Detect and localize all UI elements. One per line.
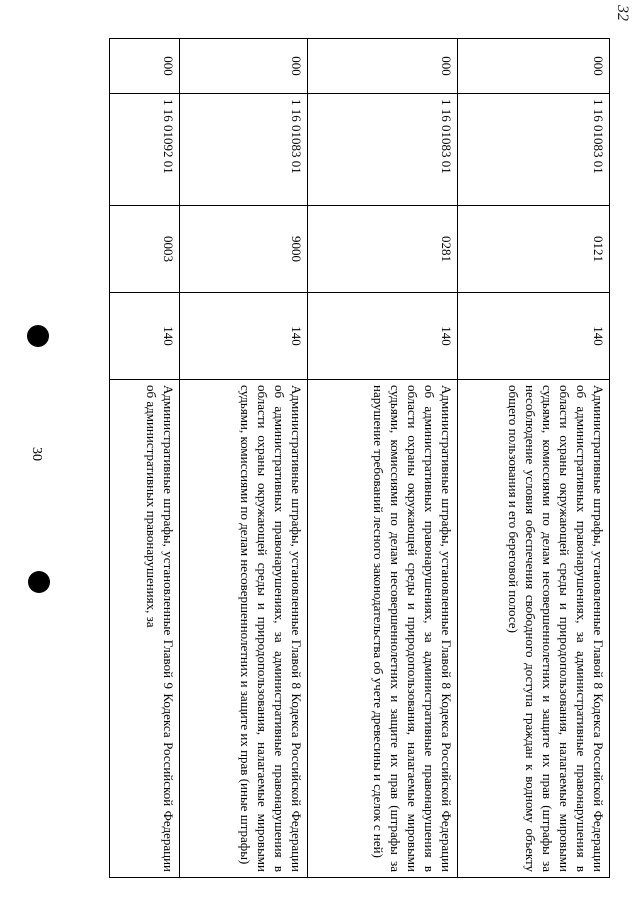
kbk-cell: 1 16 01083 01: [308, 94, 458, 206]
subcode-cell: 0003: [110, 206, 180, 293]
group-cell: 140: [110, 293, 180, 380]
admin-code-cell: 000: [458, 39, 610, 94]
corner-mark: 32: [614, 5, 631, 21]
subcode-cell: 9000: [180, 206, 308, 293]
kbk-cell: 1 16 01092 01: [110, 94, 180, 206]
punch-hole-bottom: [28, 571, 50, 593]
description-cell: Административные штрафы, установленные Главой 8 Кодекса Российской Федерации об административных правонарушениях, за административные правонарушения в области охраны окружающей среды и природопользования, налагаемые мировыми судьями, комиссиями по делам несовершеннолетних и защите их прав (штрафы за несоблюдение условия обеспечения свободного доступа граждан к водному объекту общего пользования и его береговой полосе): [458, 380, 610, 878]
group-cell: 140: [180, 293, 308, 380]
admin-code-cell: 000: [308, 39, 458, 94]
table-row: [458, 39, 610, 878]
description-cell: Административные штрафы, установленные Главой 8 Кодекса Российской Федерации об административных правонарушениях, за административные правонарушения в области охраны окружающей среды и природопользования, налагаемые мировыми судьями, комиссиями по делам несовершеннолетних и защите их прав (иные штрафы): [180, 380, 308, 878]
admin-code-cell: 000: [110, 39, 180, 94]
kbk-cell: 1 16 01083 01: [458, 94, 610, 206]
description-cell: Административные штрафы, установленные Главой 9 Кодекса Российской Федерации об административных правонарушениях, за: [110, 380, 180, 878]
page-number: 30: [29, 447, 44, 461]
table-row: [308, 39, 458, 878]
kbk-cell: 1 16 01083 01: [180, 94, 308, 206]
table-row: [180, 39, 308, 878]
description-cell: Административные штрафы, установленные Главой 8 Кодекса Российской Федерации об административных правонарушениях, за административные правонарушения в области охраны окружающей среды и природопользования, налагаемые мировыми судьями, комиссиями по делам несовершеннолетних и защите их прав (штрафы за нарушение требований лесного законодательства об учете древесины и сделок с ней): [308, 380, 458, 878]
admin-code-cell: 000: [180, 39, 308, 94]
subcode-cell: 0281: [308, 206, 458, 293]
table-row: [110, 39, 180, 878]
group-cell: 140: [458, 293, 610, 380]
subcode-cell: 0121: [458, 206, 610, 293]
group-cell: 140: [308, 293, 458, 380]
punch-hole-top: [27, 325, 49, 347]
rotated-content: [110, 38, 610, 878]
budget-classification-table: [109, 38, 610, 878]
